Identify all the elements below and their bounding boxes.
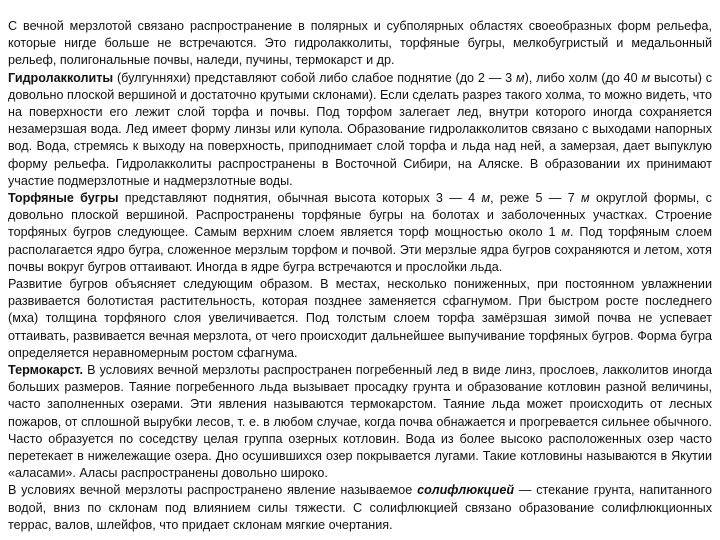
hydrolaccoliths-text-3: высоты) с довольно плоской вершиной и достаточно крутыми склонами). Если сделать разрез такого холма, то можно видеть, что на поверхности его лежит слой торфа и почвы. Под торфом залегает лед, внутри которого иногда сохраняется незамерзшая вода. Лед имеет форму линзы или купола. Образование гидролакколитов связано с выходами напорных вод. Вода, стремясь к выходу на поверхность, приподнимает слой торфа и льда над ней, а замерзая, дает выпуклую форму рельефа. Гидролакколиты распространены в Восточной Сибири, на Аляске. В образовании их принимают участие подмерзлотные и надмерзлотные воды.: [8, 70, 713, 188]
unit-m: м: [481, 191, 491, 206]
paragraph-intro: [8, 18, 712, 70]
paragraph-solifluction: [8, 482, 712, 534]
term-hydrolaccoliths: Гидролакколиты: [8, 70, 114, 85]
unit-m: м: [561, 225, 570, 240]
paragraph-peat-mounds: [8, 190, 712, 276]
paragraph-thermokarst: [8, 362, 712, 482]
peat-mounds-text-1: представляют поднятия, обычная высота которых 3 — 4: [118, 191, 482, 206]
thermokarst-text: В условиях вечной мерзлоты распространен погребенный лед в виде линз, прослоев, лакколитов иногда больших размеров. Таяние погребенного льда вызывает просадку грунта и образование котловин разной величины, часто заполненных озерами. Эти явления называются термокарстом. Таяние льда может происходить от лесных пожаров, от сплошной вырубки лесов, т. е. в любом случае, когда почва обнажается и прогревается сильнее обычного. Часто образуется по соседству целая группа озерных котловин. Вода из более высоко расположенных озер часто перетекает в нижележащие озера. Дно осушившихся озер покрывается лугами. Такие котловины называются в Якутии «аласами». Аласы распространены довольно широко.: [8, 363, 712, 481]
peat-mounds-text-2: , реже 5 — 7: [490, 191, 582, 206]
term-solifluction: солифлюкцией: [417, 483, 515, 498]
peat-mounds-text-3: округлой формы, с довольно плоской вершиной. Распространены торфяные бугры на болотах и заболоченных участках. Строение торфяных бугров следующее. Самым верхним слоем является торф мощностью около 1: [8, 191, 712, 240]
hydrolaccoliths-text-2: ), либо холм (до 40: [524, 70, 642, 85]
unit-m: м: [515, 70, 525, 85]
solifluction-text-2: — стекание грунта, напитанного водой, вниз по склонам под влиянием силы тяжести. С солифлюкцией связано образование солифлюкционных террас, валов, шлейфов, что придает склонам мягкие очертания.: [8, 483, 712, 532]
intro-text: С вечной мерзлотой связано распространение в полярных и субполярных областях своеобразных форм рельефа, которые нигде больше не встречаются. Это гидролакколиты, торфяные бугры, мелкобугристый и медальонный рельеф, полигональные почвы, наледи, пучины, термокарст и др.: [8, 19, 712, 68]
paragraph-hydrolaccoliths: [8, 70, 712, 190]
unit-m: м: [581, 191, 590, 206]
paragraph-mound-development: [8, 276, 712, 362]
term-thermokarst: Термокарст.: [8, 363, 84, 378]
term-peat-mounds: Торфяные бугры: [8, 191, 119, 206]
solifluction-text-1: В условиях вечной мерзлоты распространено явление называемое: [8, 483, 418, 498]
unit-m: м: [641, 70, 651, 85]
hydrolaccoliths-text-1: (булгунняхи) представляют собой либо слабое поднятие (до 2 — 3: [113, 70, 516, 85]
mound-development-text: Развитие бугров объясняет следующим образом. В местах, несколько пониженных, при постоянном увлажнении развивается болотистая растительность, которая позднее заменяется сфагнумом. При быстром росте последнего (мха) толщина торфяного слоя увеличивается. Под толстым слоем торфа замёрзшая зимой почва не успевает оттаивать, развивается вечная мерзлота, от чего происходит дальнейшее выпучивание торфяных бугров. Форма бугра определяется неравномерным ростом сфагнума.: [8, 277, 712, 360]
peat-mounds-text-4: . Под торфяным слоем располагается ядро бугра, сложенное мерзлым торфом и почвой. Эти мерзлые ядра бугров сохраняются и летом, хотя почвы вокруг бугров оттаивают. Иногда в ядре бугра встречаются и прослойки льда.: [8, 225, 712, 274]
